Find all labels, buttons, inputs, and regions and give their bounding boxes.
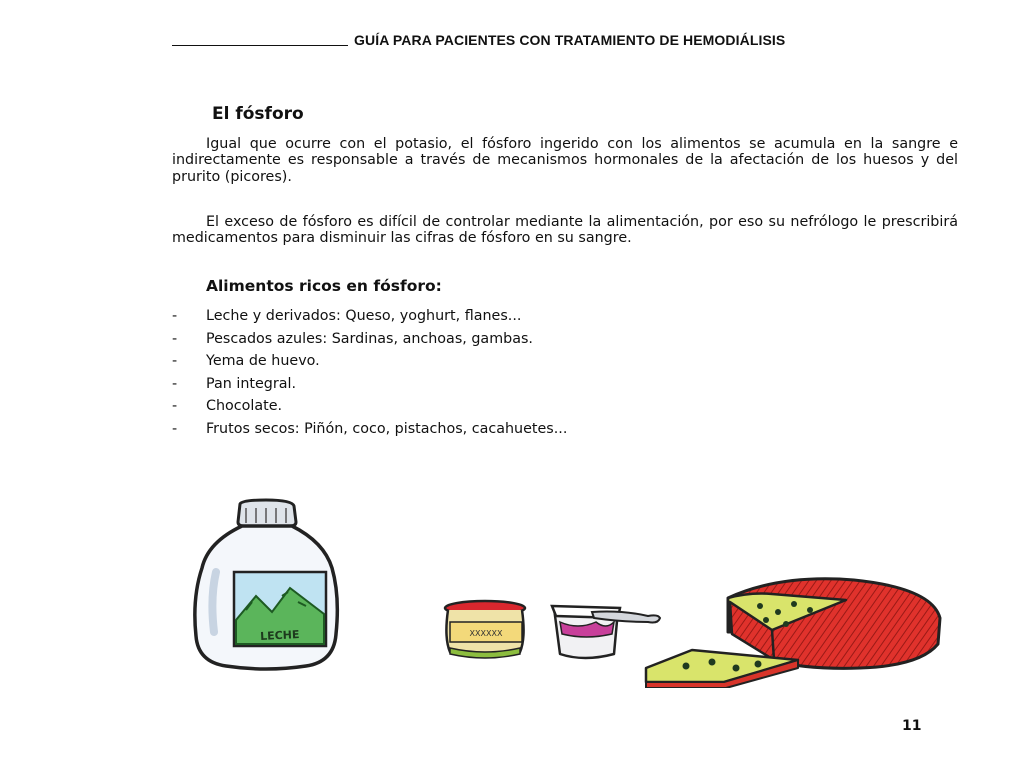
list-bullet: -: [172, 375, 178, 392]
paragraph-control: El exceso de fósforo es difícil de controlar mediante la alimentación, por eso su nefrólogo le prescribirá medicamentos para disminuir las cifras de fósforo en su sangre.: [172, 214, 958, 247]
cheese-illustration: [640, 570, 946, 688]
list-bullet: -: [172, 330, 178, 347]
paragraph-intro: Igual que ocurre con el potasio, el fósforo ingerido con los alimentos se acumula en la sangre e indirectamente es responsable a través de mecanismos hormonales de la afectación de los huesos y del prurito (picores).: [172, 136, 958, 185]
page-header: [172, 32, 958, 50]
milk-label: LECHE: [259, 627, 300, 644]
list-item-text: Frutos secos: Piñón, coco, pistachos, cacahuetes...: [206, 420, 568, 437]
header-rule: [172, 45, 348, 46]
section-title: El fósforo: [212, 104, 304, 124]
list-bullet: -: [172, 353, 178, 370]
header-title: GUÍA PARA PACIENTES CON TRATAMIENTO DE HEMODIÁLISIS: [354, 32, 786, 48]
list-item-text: Leche y derivados: Queso, yoghurt, flanes...: [206, 308, 522, 324]
page-number: 11: [902, 718, 922, 734]
list-bullet: -: [172, 308, 178, 324]
list-item-text: Yema de huevo.: [206, 353, 320, 370]
list-item-text: Pan integral.: [206, 375, 297, 392]
jar-label: XXXXXX: [469, 629, 503, 638]
jar-illustration: [440, 598, 530, 664]
list-item-text: Chocolate.: [206, 398, 283, 415]
list-bullet: -: [172, 420, 178, 437]
foods-subtitle: Alimentos ricos en fósforo:: [206, 277, 442, 295]
milk-bottle-illustration: [186, 498, 346, 676]
list-bullet: -: [172, 398, 178, 415]
list-item-text: Pescados azules: Sardinas, anchoas, gambas.: [206, 330, 533, 347]
